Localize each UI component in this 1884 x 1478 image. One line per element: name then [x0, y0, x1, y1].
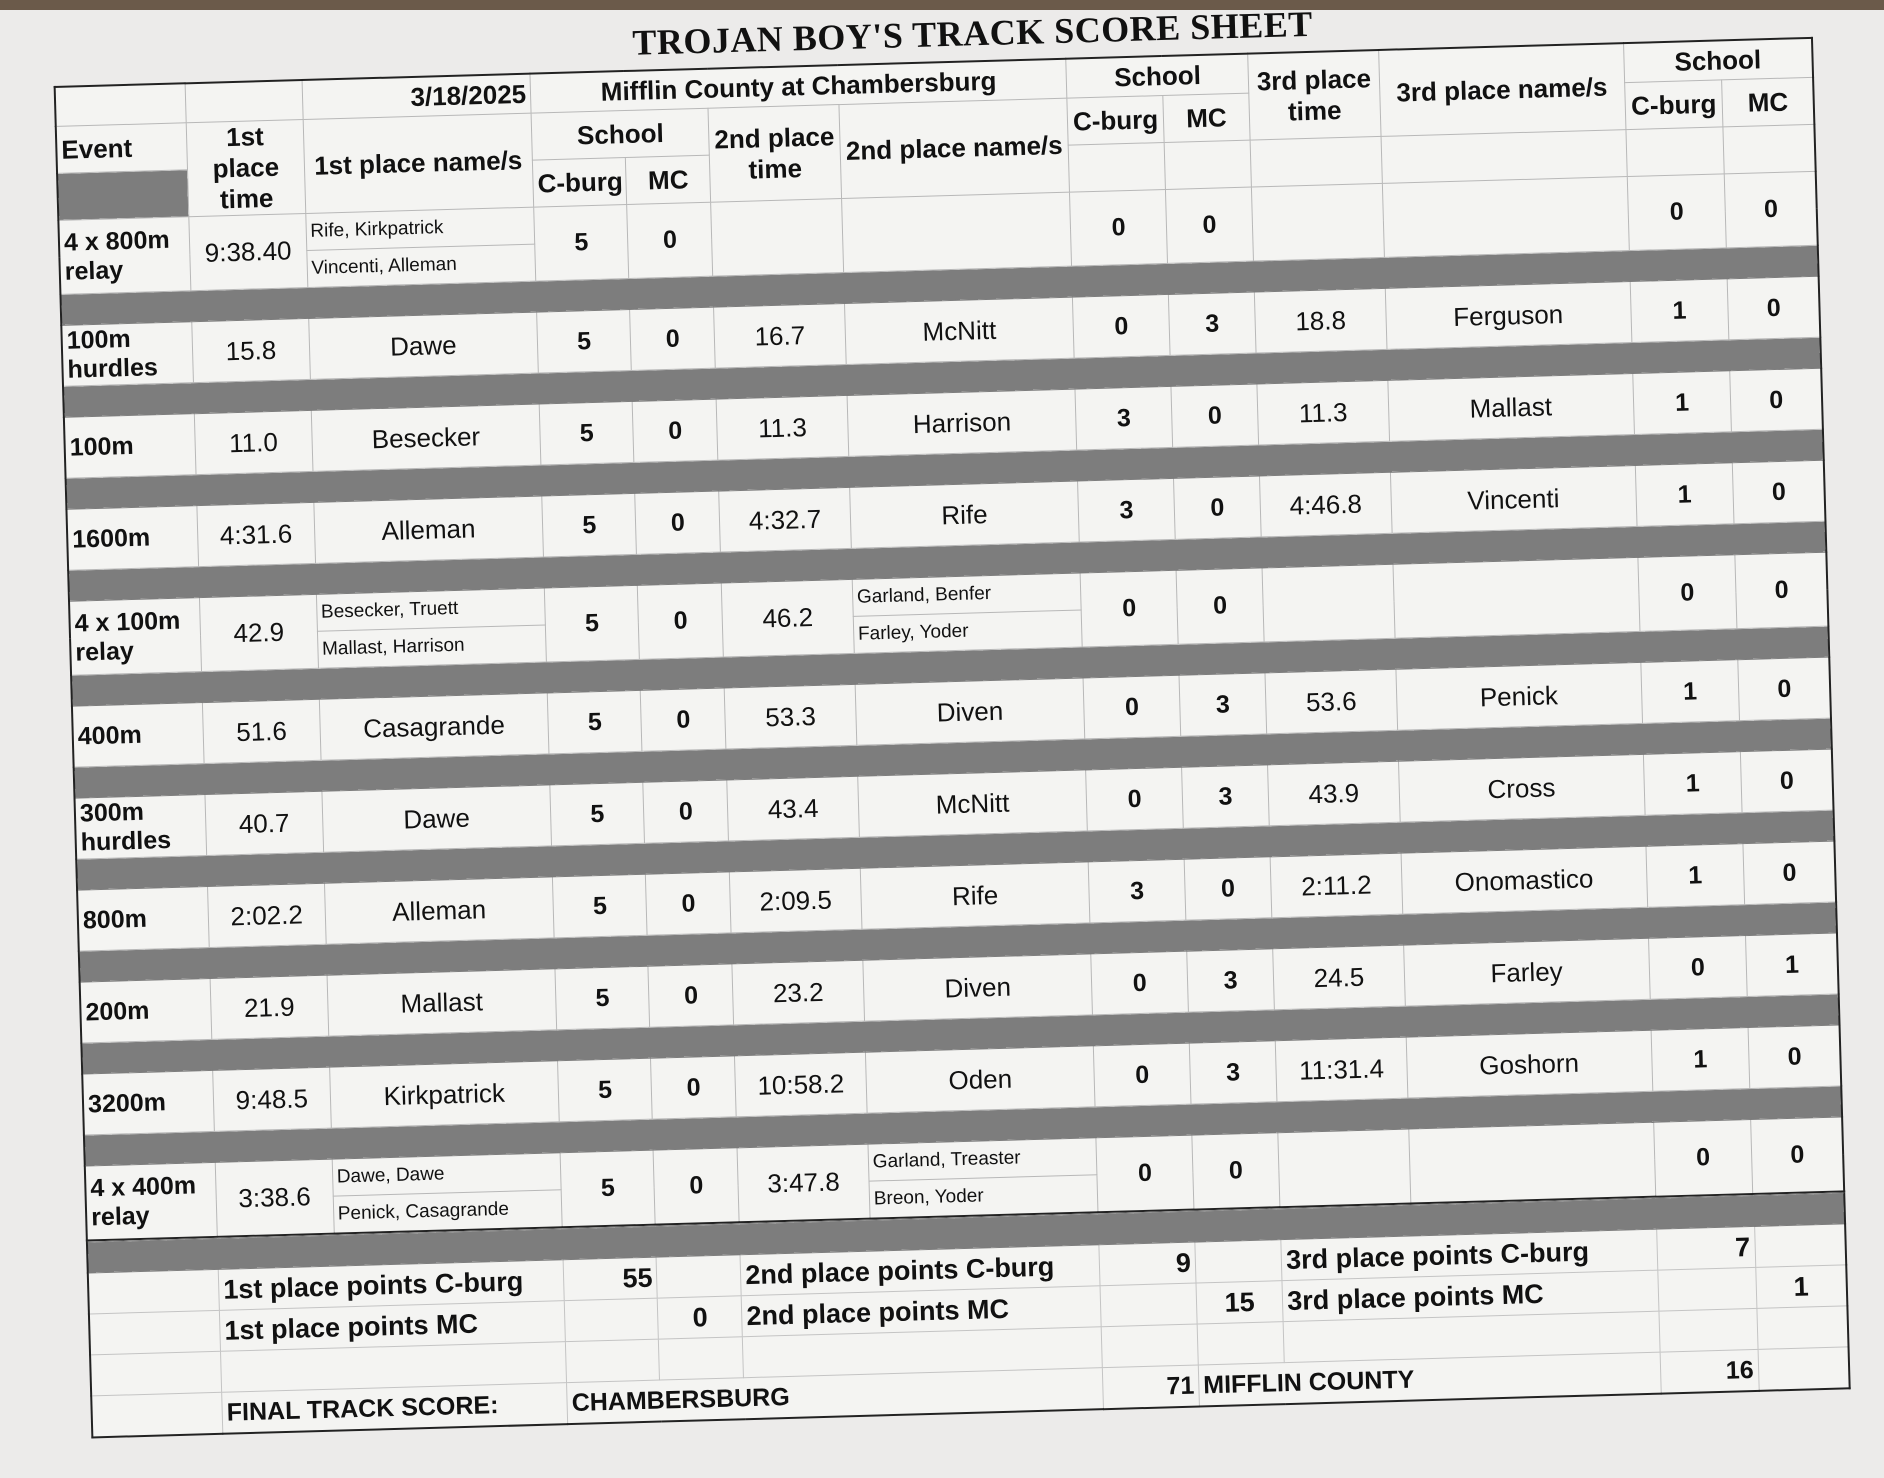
- event-name: [85, 1162, 218, 1240]
- cburg-header-2: C-burg: [1067, 96, 1164, 146]
- event-name: [58, 217, 191, 295]
- third-cburg-score: 0: [1637, 555, 1737, 632]
- first-cburg-score: 5: [552, 874, 647, 938]
- second-place-name: Garland, Treaster: [868, 1138, 1097, 1181]
- first-place-time: 11.0: [194, 410, 312, 474]
- first-place-time: 40.7: [205, 791, 323, 855]
- event-name-line: hurdles: [80, 825, 172, 857]
- second-name-header: 2nd place name/s: [839, 98, 1070, 198]
- first-place-name: Penick, Casagrande: [333, 1190, 562, 1234]
- event-name-line: relay: [75, 636, 135, 667]
- third-cburg-score: 1: [1651, 1028, 1751, 1092]
- second-cburg-score: 0: [1083, 675, 1180, 739]
- first-time-header: 1st place time: [186, 120, 305, 217]
- third-place-time: [1278, 1129, 1411, 1207]
- event-name-line: 300m: [79, 797, 145, 828]
- second-cburg-score: 0: [1096, 1135, 1194, 1212]
- third-cburg-score: 0: [1627, 174, 1727, 251]
- second-mc-score: 3: [1189, 1041, 1277, 1104]
- second-cburg-points: 9: [1099, 1242, 1196, 1286]
- first-cburg-score: 5: [542, 493, 637, 557]
- first-place-name: Alleman: [313, 496, 543, 563]
- third-name-header: 3rd place name/s: [1378, 43, 1625, 136]
- mc-header-2: MC: [1163, 93, 1251, 142]
- third-mc-score: 0: [1738, 657, 1831, 721]
- third-mc-score: 0: [1748, 1025, 1841, 1089]
- third-mc-score: 0: [1730, 368, 1823, 432]
- first-cburg-score: 5: [555, 966, 650, 1030]
- first-place-time: 3:38.6: [215, 1159, 334, 1237]
- event-name: [80, 978, 212, 1043]
- first-place-time: 4:31.6: [197, 502, 315, 566]
- first-mc-score: 0: [635, 491, 721, 554]
- second-place-time: 11.3: [716, 395, 848, 460]
- school-header-2: School: [1066, 54, 1249, 99]
- event-name-line: 3200m: [87, 1087, 167, 1118]
- second-place-name: Garland, Benfer: [852, 573, 1081, 616]
- second-place-time: 4:32.7: [719, 487, 851, 552]
- second-mc-score: 0: [1165, 187, 1253, 263]
- event-name-line: hurdles: [67, 353, 159, 384]
- first-place-name: Rife, Kirkpatrick: [305, 207, 534, 250]
- third-place-name: [1393, 557, 1640, 638]
- second-mc-score: 0: [1192, 1133, 1280, 1210]
- third-place-time: 11:31.4: [1275, 1037, 1407, 1102]
- second-cburg-score: 0: [1073, 294, 1170, 358]
- first-place-name: Dawe: [322, 785, 552, 852]
- event-header: Event: [56, 123, 188, 174]
- second-place-name: Oden: [865, 1046, 1095, 1113]
- second-place-time: 16.7: [714, 303, 846, 368]
- event-name-line: 1600m: [71, 522, 151, 554]
- second-mc-score: 3: [1187, 949, 1275, 1012]
- third-place-time: [1252, 183, 1385, 261]
- second-place-name: McNitt: [844, 297, 1074, 364]
- third-place-name: Ferguson: [1385, 282, 1631, 350]
- second-mc-points: 15: [1196, 1281, 1283, 1324]
- cburg-header-1: C-burg: [532, 158, 627, 208]
- first-name-header: 1st place name/s: [303, 113, 534, 213]
- third-place-name: Goshorn: [1406, 1030, 1652, 1098]
- first-place-time: 15.8: [192, 318, 310, 382]
- second-place-time: 10:58.2: [735, 1052, 867, 1117]
- third-mc-score: 0: [1728, 276, 1821, 340]
- sheet-title: TROJAN BOY'S TRACK SCORE SHEET: [631, 3, 1314, 63]
- third-place-name: Onomastico: [1401, 846, 1647, 914]
- first-place-name: Besecker, Truett: [316, 588, 545, 631]
- score-table: [54, 37, 1846, 1242]
- mc-header-3: MC: [1722, 77, 1814, 127]
- third-place-name: Cross: [1398, 754, 1644, 822]
- third-place-name: Farley: [1403, 938, 1649, 1006]
- event-name: [77, 886, 209, 951]
- first-cburg-score: 5: [544, 585, 639, 662]
- paper-sheet: [0, 3, 1884, 1478]
- second-cburg-label: 2nd place points C-burg: [740, 1245, 1100, 1296]
- first-place-name: Dawe, Dawe: [332, 1153, 561, 1196]
- event-name-line: 4 x 100m: [74, 606, 181, 638]
- event-name-line: 200m: [85, 996, 150, 1026]
- third-mc-score: 0: [1733, 460, 1826, 524]
- second-place-name: Diven: [863, 954, 1093, 1021]
- first-place-time: 42.9: [200, 594, 319, 671]
- third-mc-score: 1: [1746, 933, 1839, 997]
- event-name: [69, 598, 202, 676]
- first-place-name: Alleman: [324, 877, 554, 944]
- first-mc-score: 0: [641, 688, 727, 751]
- third-place-time: 24.5: [1273, 945, 1405, 1010]
- third-place-time: 4:46.8: [1260, 472, 1392, 537]
- first-mc-points: 0: [658, 1296, 743, 1339]
- second-place-name: Diven: [855, 678, 1085, 745]
- second-place-time: 43.4: [727, 776, 859, 841]
- first-mc-score: 0: [651, 1056, 737, 1119]
- second-cburg-score: 0: [1094, 1043, 1191, 1107]
- first-cburg-score: 5: [560, 1150, 655, 1227]
- third-cburg-score: 1: [1640, 660, 1740, 724]
- event-name: [61, 322, 193, 387]
- second-place-time: [711, 199, 844, 277]
- first-place-time: 21.9: [210, 975, 328, 1039]
- third-mc-points: 1: [1755, 1265, 1847, 1309]
- second-mc-score: 0: [1184, 857, 1272, 920]
- event-name: [64, 414, 196, 479]
- first-mc-score: 0: [648, 964, 734, 1027]
- event-name-line: relay: [64, 255, 124, 286]
- first-mc-score: 0: [627, 202, 713, 278]
- score-sheet: [52, 0, 1851, 1438]
- third-cburg-score: 1: [1645, 844, 1745, 908]
- second-cburg-score: 0: [1086, 767, 1183, 831]
- third-cburg-score: 1: [1643, 752, 1743, 816]
- first-place-name: Vincenti, Alleman: [306, 244, 535, 287]
- third-place-name: [1408, 1122, 1655, 1203]
- second-mc-score: 0: [1173, 476, 1261, 539]
- third-cburg-score: 0: [1648, 936, 1748, 1000]
- second-cburg-score: 3: [1089, 859, 1186, 923]
- first-cburg-score: 5: [537, 309, 632, 373]
- third-cburg-label: 3rd place points C-burg: [1281, 1229, 1657, 1280]
- final-score-label: FINAL TRACK SCORE:: [222, 1383, 568, 1434]
- third-place-time: 2:11.2: [1270, 853, 1402, 918]
- third-cburg-score: 1: [1630, 279, 1730, 343]
- first-place-name: Mallast: [327, 969, 557, 1036]
- second-place-name: McNitt: [858, 770, 1088, 837]
- first-mc-score: 0: [653, 1148, 739, 1225]
- mc-header-1: MC: [626, 155, 711, 204]
- event-name: [72, 703, 204, 768]
- final-team-1: CHAMBERSBURG: [567, 1368, 1104, 1424]
- final-score-2: 16: [1660, 1349, 1759, 1393]
- event-name-line: relay: [90, 1201, 150, 1231]
- event-name-line: 800m: [82, 904, 148, 934]
- second-cburg-score: 0: [1091, 951, 1188, 1015]
- first-place-name: Dawe: [308, 312, 538, 379]
- first-mc-score: 0: [632, 399, 718, 462]
- meet-date: 3/18/2025: [302, 74, 531, 120]
- first-place-name: Casagrande: [319, 693, 549, 760]
- third-cburg-score: 0: [1653, 1119, 1753, 1196]
- event-name: [75, 795, 207, 860]
- event-name-line: 4 x 800m: [63, 225, 170, 257]
- third-mc-label: 3rd place points MC: [1282, 1270, 1658, 1321]
- first-cburg-score: 5: [558, 1058, 653, 1122]
- third-mc-score: 0: [1743, 841, 1836, 905]
- meet-title: Mifflin County at Chambersburg: [530, 59, 1067, 113]
- second-mc-score: 3: [1179, 673, 1267, 736]
- second-cburg-score: 3: [1075, 386, 1172, 450]
- event-name-line: 100m: [66, 324, 132, 355]
- first-place-time: 9:48.5: [213, 1067, 331, 1131]
- second-time-header: 2nd place time: [708, 105, 841, 203]
- first-place-name: Kirkpatrick: [329, 1061, 559, 1128]
- third-place-name: [1382, 177, 1629, 258]
- event-name: [66, 506, 198, 571]
- third-mc-score: 0: [1741, 749, 1834, 813]
- second-mc-score: 3: [1181, 765, 1269, 828]
- event-name-line: 100m: [69, 431, 135, 462]
- third-place-name: Mallast: [1388, 374, 1634, 442]
- event-name-line: 400m: [77, 720, 143, 751]
- second-mc-score: 3: [1168, 292, 1256, 355]
- third-cburg-points: 7: [1656, 1226, 1755, 1270]
- third-place-time: 11.3: [1257, 380, 1389, 445]
- second-place-name: Rife: [849, 481, 1079, 548]
- school-header-1: School: [531, 108, 709, 160]
- first-mc-label: 1st place points MC: [219, 1301, 565, 1352]
- third-mc-score: 0: [1725, 171, 1818, 248]
- second-place-time: 23.2: [732, 960, 864, 1025]
- first-place-name: Besecker: [311, 404, 541, 471]
- second-mc-score: 0: [1171, 384, 1259, 447]
- third-place-time: 53.6: [1265, 669, 1397, 734]
- third-place-time: 18.8: [1255, 288, 1387, 353]
- final-team-2: MIFFLIN COUNTY: [1198, 1352, 1661, 1406]
- second-cburg-score: 0: [1080, 570, 1178, 647]
- second-place-name: Rife: [860, 862, 1090, 929]
- second-place-time: 53.3: [724, 684, 856, 749]
- cburg-header-3: C-burg: [1624, 80, 1723, 130]
- second-place-name: Harrison: [847, 389, 1077, 456]
- second-place-name: [841, 192, 1071, 272]
- second-mc-score: 0: [1176, 568, 1264, 644]
- first-cburg-score: 5: [547, 690, 642, 754]
- second-place-name: Breon, Yoder: [869, 1175, 1098, 1219]
- first-cburg-score: 5: [534, 205, 629, 282]
- third-cburg-score: 1: [1635, 463, 1735, 527]
- third-mc-score: 0: [1751, 1117, 1844, 1194]
- first-mc-score: 0: [630, 307, 716, 370]
- third-place-time: [1262, 564, 1395, 642]
- first-cburg-score: 5: [550, 782, 645, 846]
- first-cburg-label: 1st place points C-burg: [218, 1260, 564, 1311]
- second-cburg-score: 0: [1070, 189, 1168, 266]
- first-place-time: 2:02.2: [208, 883, 326, 947]
- second-cburg-score: 3: [1078, 478, 1175, 542]
- school-header-3: School: [1623, 38, 1813, 83]
- second-place-time: 3:47.8: [737, 1144, 870, 1222]
- first-mc-score: 0: [638, 583, 724, 659]
- third-mc-score: 0: [1735, 552, 1828, 629]
- first-cburg-points: 55: [563, 1257, 657, 1301]
- first-mc-score: 0: [646, 872, 732, 935]
- second-place-name: Farley, Yoder: [853, 610, 1082, 653]
- second-mc-label: 2nd place points MC: [741, 1286, 1101, 1337]
- event-name: [82, 1070, 214, 1135]
- first-cburg-score: 5: [539, 401, 634, 465]
- first-place-time: 9:38.40: [189, 213, 308, 290]
- third-place-name: Vincenti: [1390, 465, 1636, 533]
- first-mc-score: 0: [643, 780, 729, 843]
- third-time-header: 3rd place time: [1248, 50, 1381, 140]
- first-place-name: Mallast, Harrison: [317, 625, 546, 668]
- final-score-1: 71: [1103, 1365, 1200, 1409]
- third-cburg-score: 1: [1632, 371, 1732, 435]
- third-place-time: 43.9: [1268, 761, 1400, 826]
- event-name-line: 4 x 400m: [90, 1170, 197, 1202]
- second-place-time: 46.2: [722, 579, 855, 657]
- third-place-name: Penick: [1396, 662, 1642, 730]
- second-place-time: 2:09.5: [730, 868, 862, 933]
- first-place-time: 51.6: [202, 699, 320, 763]
